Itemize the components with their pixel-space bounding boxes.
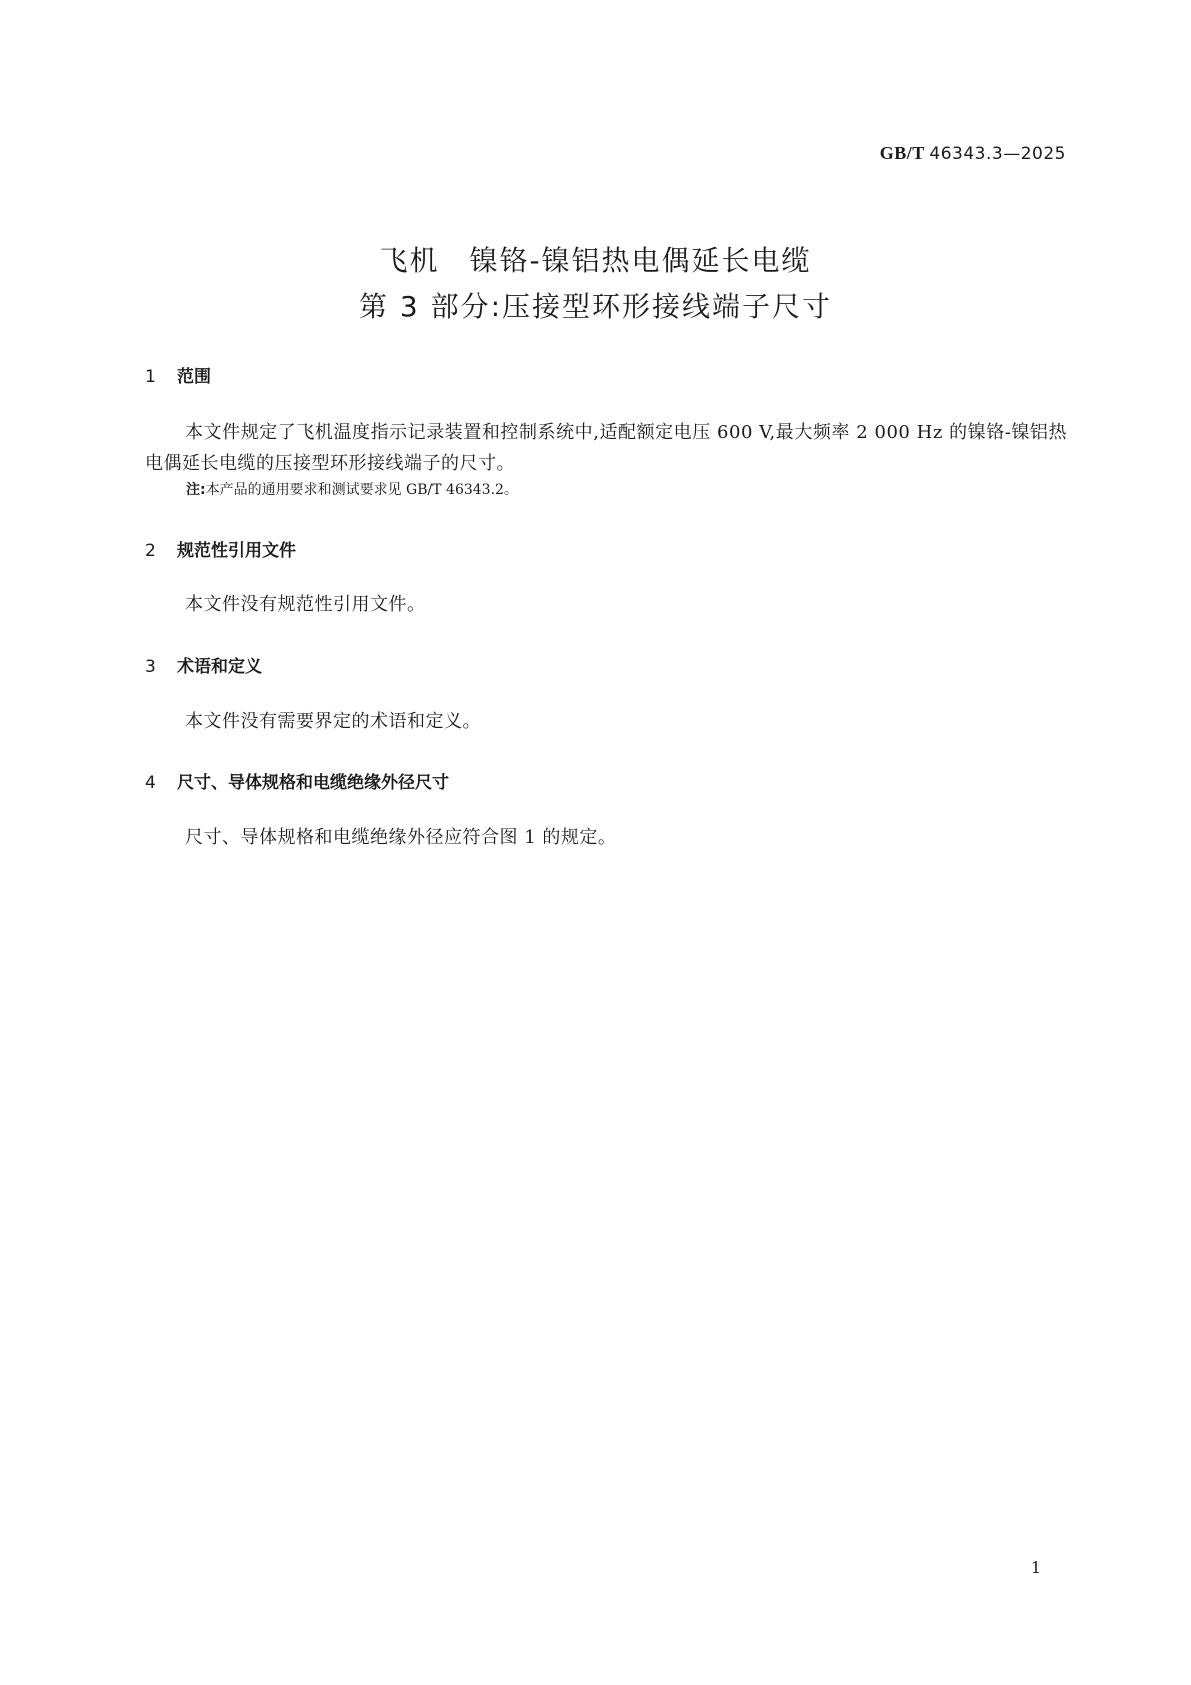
title-line-1-part-b: 镍铬-镍铝热电偶延长电缆 — [469, 244, 812, 277]
section-title: 尺寸、导体规格和电缆绝缘外径尺寸 — [177, 773, 449, 793]
paragraph-text: 本文件没有规范性引用文件。 — [185, 594, 426, 615]
standard-code-prefix: GB/T — [879, 143, 925, 163]
section-title: 规范性引用文件 — [177, 541, 296, 561]
paragraph-text: 本文件规定了飞机温度指示记录装置和控制系统中,适配额定电压 600 V,最大频率 2 000 Hz 的镍铬-镍铝热电偶延长电缆的压接型环形接线端子的尺寸。 — [145, 422, 1067, 474]
section-title: 范围 — [177, 367, 211, 387]
note-text: 本产品的通用要求和测试要求见 GB/T 46343.2。 — [205, 482, 518, 498]
note-label: 注: — [186, 482, 206, 498]
document-title — [0, 238, 1191, 330]
section-number: 4 — [145, 773, 156, 793]
section-number: 3 — [145, 657, 156, 677]
section-number: 1 — [145, 367, 156, 387]
section-3-heading — [145, 652, 262, 677]
section-2-heading — [145, 536, 296, 561]
title-line-2: 第 3 部分:压接型环形接线端子尺寸 — [358, 290, 833, 323]
section-title: 术语和定义 — [177, 657, 262, 677]
paragraph-text: 本文件没有需要界定的术语和定义。 — [185, 711, 481, 732]
section-4-paragraph — [145, 822, 1067, 853]
section-1-heading — [145, 362, 211, 387]
paragraph-text: 尺寸、导体规格和电缆绝缘外径应符合图 1 的规定。 — [185, 827, 617, 848]
standard-code-number: 46343.3—2025 — [929, 144, 1066, 164]
standard-code — [880, 143, 1066, 164]
section-number: 2 — [145, 541, 156, 561]
title-line-1-part-a: 飞机 — [379, 244, 440, 277]
section-1-note — [186, 479, 518, 499]
page-number: 1 — [1030, 1558, 1041, 1577]
section-2-paragraph — [145, 589, 1067, 620]
title-line-1 — [0, 238, 1191, 284]
section-4-heading — [145, 768, 449, 793]
section-1-paragraph — [145, 417, 1067, 479]
section-3-paragraph — [145, 706, 1067, 737]
